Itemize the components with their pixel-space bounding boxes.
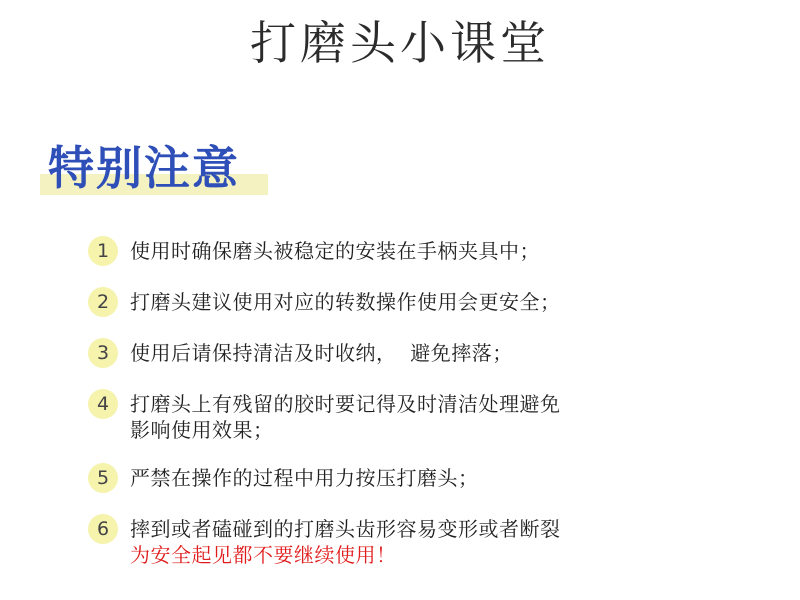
note-number-badge: 3 <box>88 338 118 368</box>
note-line: 打磨头建议使用对应的转数操作使用会更安全； <box>130 290 561 314</box>
note-line: 影响使用效果； <box>130 418 274 442</box>
note-text <box>130 238 690 264</box>
note-line: 摔到或者磕碰到的打磨头齿形容易变形或者断裂 <box>130 517 561 541</box>
note-number-badge: 6 <box>88 514 118 544</box>
note-text <box>130 465 690 491</box>
note-line: 严禁在操作的过程中用力按压打磨头； <box>130 466 479 490</box>
section-heading: 特别注意 <box>48 141 240 195</box>
note-text <box>130 516 690 568</box>
note-line: 使用时确保磨头被稳定的安装在手柄夹具中； <box>130 239 540 263</box>
note-number-badge: 1 <box>88 236 118 266</box>
note-number-badge: 5 <box>88 463 118 493</box>
note-line: 打磨头上有残留的胶时要记得及时清洁处理避免 <box>130 392 561 416</box>
page-title: 打磨头小课堂 <box>250 16 550 70</box>
note-line: 使用后请保持清洁及时收纳， 避免摔落； <box>130 341 513 365</box>
safety-warning: 为安全起见都不要继续使用！ <box>130 543 397 567</box>
note-number-badge: 4 <box>88 389 118 419</box>
note-text <box>130 289 690 315</box>
note-text <box>130 391 690 443</box>
note-text <box>130 340 690 366</box>
section-heading-block <box>40 136 268 200</box>
note-number-badge: 2 <box>88 287 118 317</box>
